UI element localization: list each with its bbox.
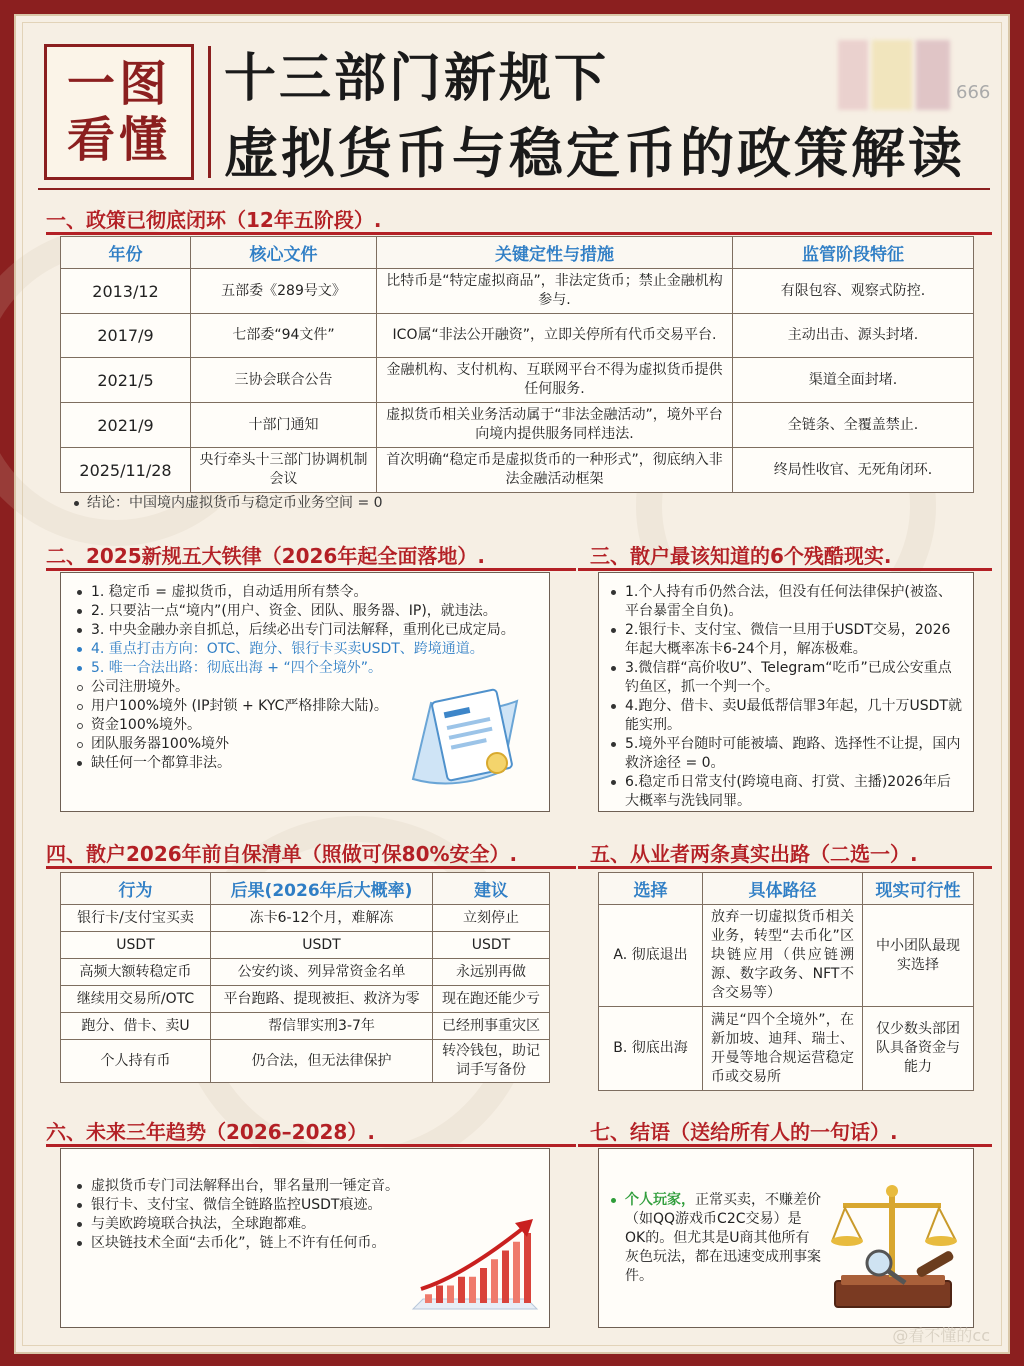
badge-line-2: 看懂 (66, 112, 171, 168)
col-feasibility: 现实可行性 (863, 873, 974, 905)
section-3-rule (578, 568, 992, 571)
policy-table (60, 236, 974, 493)
col-stage: 监管阶段特征 (733, 237, 974, 269)
policy-cell-stage: 终局性收官、无死角闭环. (733, 448, 974, 493)
trend-bar (491, 1259, 498, 1303)
checklist-row (61, 1013, 550, 1040)
col-year: 年份 (61, 237, 191, 269)
checklist-cell: 银行卡/支付宝买卖 (61, 905, 211, 932)
policy-cell-year: 2013/12 (61, 269, 191, 314)
path-cell: 放弃一切虚拟货币相关业务，转型“去币化”区块链应用（供应链溯源、数字政务、NFT不含交易等） (703, 905, 863, 1007)
policy-cell-measure: 首次明确“稳定币是虚拟货币的一种形式”，彻底纳入非法金融活动框架 (377, 448, 733, 493)
conclusion-note: 结论：中国境内虚拟货币与稳定币业务空间 = 0 (74, 492, 383, 512)
col-choice: 选择 (599, 873, 703, 905)
rule-item: 4. 重点打击方向：OTC、跑分、银行卡买卖USDT、跨境通道。 (75, 640, 541, 659)
rule-item: 用户100%境外 (IP封锁 + KYC严格排除大陆)。 (75, 697, 541, 716)
path-cell: 仅少数头部团队具备资金与能力 (863, 1007, 974, 1091)
reality-item: 2.银行卡、支付宝、微信一旦用于USDT交易，2026年起大概率冻卡6-24个月，解冻极难。 (609, 621, 963, 659)
col-document: 核心文件 (191, 237, 377, 269)
section-4-rule (46, 866, 576, 869)
badge-line-1: 一图 (66, 56, 171, 112)
col-consequence: 后果(2026年后大概率) (211, 873, 433, 905)
col-measures: 关键定性与措施 (377, 237, 733, 269)
paths-table-wrap (598, 872, 974, 1091)
path-row (599, 1007, 974, 1091)
path-cell: B. 彻底出海 (599, 1007, 703, 1091)
document-scroll-icon (405, 683, 535, 793)
checklist-cell: 个人持有币 (61, 1040, 211, 1083)
trend-item: 与美欧跨境联合执法，全球跑都难。 (75, 1215, 541, 1234)
policy-cell-doc: 五部委《289号文》 (191, 269, 377, 314)
closing-body: 正常买卖，不赚差价（如QQ游戏币C2C交易）是OK的。但尤其是U商其他所有灰色玩法，都在迅速变成刑事案件。 (625, 1192, 821, 1284)
policy-cell-measure: ICO属“非法公开融资”，立即关停所有代币交易平台. (377, 314, 733, 358)
section-4-heading: 四、散户2026年前自保清单（照做可保80%安全）. (46, 842, 518, 866)
policy-table-header (61, 237, 974, 269)
section-1-heading: 一、政策已彻底闭环（12年五阶段）. (46, 208, 382, 232)
reality-item: 6.稳定币日常支付(跨境电商、打赏、主播)2026年后大概率与洗钱同罪。 (609, 773, 963, 811)
reality-item: 1.个人持有币仍然合法，但没有任何法律保护(被盗、平台暴雷全自负)。 (609, 583, 963, 621)
col-action: 行为 (61, 873, 211, 905)
policy-cell-year: 2025/11/28 (61, 448, 191, 493)
rule-item: 2. 只要沾一点“境内”(用户、资金、团队、服务器、IP)，就违法。 (75, 602, 541, 621)
col-path: 具体路径 (703, 873, 863, 905)
reality-item: 4.跑分、借卡、卖U最低帮信罪3年起，几十万USDT就能实刑。 (609, 697, 963, 735)
checklist-cell: 仍合法，但无法律保护 (211, 1040, 433, 1083)
section-5-heading: 五、从业者两条真实出路（二选一）. (590, 842, 918, 866)
page-title-line-2: 虚拟货币与稳定币的政策解读 (224, 122, 965, 185)
path-row (599, 905, 974, 1007)
section-7-heading: 七、结语（送给所有人的一句话）. (590, 1120, 898, 1144)
checklist-row (61, 932, 550, 959)
closing-box (598, 1148, 974, 1328)
rules-box (60, 572, 550, 812)
policy-cell-year: 2021/5 (61, 358, 191, 403)
policy-cell-measure: 虚拟货币相关业务活动属于“非法金融活动”，境外平台向境内提供服务同样违法. (377, 403, 733, 448)
trend-bar (458, 1277, 465, 1303)
closing-highlight: 个人玩家， (625, 1192, 695, 1208)
policy-cell-doc: 十部门通知 (191, 403, 377, 448)
rule-item: 资金100%境外。 (75, 716, 541, 735)
policy-cell-doc: 央行牵头十三部门协调机制会议 (191, 448, 377, 493)
blurred-avatar (872, 40, 912, 110)
checklist-cell: 帮信罪实刑3-7年 (211, 1013, 433, 1040)
reality-item: 3.微信群“高价收U”、Telegram“吃币”已成公安重点钓鱼区，抓一个判一个。 (609, 659, 963, 697)
header (38, 40, 998, 198)
policy-cell-year: 2021/9 (61, 403, 191, 448)
policy-cell-doc: 七部委“94文件” (191, 314, 377, 358)
blurred-avatar (838, 40, 868, 110)
section-7-rule (578, 1144, 992, 1147)
trend-bar (502, 1251, 509, 1304)
checklist-cell: 继续用交易所/OTC (61, 986, 211, 1013)
trend-bar (436, 1286, 443, 1304)
policy-table-row (61, 358, 974, 403)
policy-table-wrap (60, 236, 974, 493)
trend-chart-icon (405, 1211, 545, 1321)
header-rule (38, 188, 990, 190)
checklist-cell: 转冷钱包，助记词手写备份 (433, 1040, 550, 1083)
realities-list (609, 583, 963, 811)
section-3-heading: 三、散户最该知道的6个残酷现实. (590, 544, 892, 568)
checklist-row (61, 905, 550, 932)
section-2-rule (46, 568, 576, 571)
trend-bar (469, 1277, 476, 1303)
checklist-cell: USDT (61, 932, 211, 959)
section-6-rule (46, 1144, 576, 1147)
corner-number: 666 (956, 82, 991, 103)
checklist-cell: 公安约谈、列异常资金名单 (211, 959, 433, 986)
trend-bar (524, 1233, 531, 1303)
rule-item: 团队服务器100%境外 (75, 735, 541, 754)
blurred-avatar (916, 40, 950, 110)
section-6-heading: 六、未来三年趋势（2026–2028）. (46, 1120, 375, 1144)
trend-item: 区块链技术全面“去币化”，链上不许有任何币。 (75, 1234, 541, 1253)
policy-table-row (61, 269, 974, 314)
path-cell: A. 彻底退出 (599, 905, 703, 1007)
section-1-rule (46, 232, 992, 235)
realities-box (598, 572, 974, 812)
checklist-cell: 现在跑还能少亏 (433, 986, 550, 1013)
closing-text (611, 1191, 821, 1286)
trend-item: 虚拟货币专门司法解释出台，罪名量刑一锤定音。 (75, 1177, 541, 1196)
section-5-rule (578, 866, 992, 869)
path-cell: 满足“四个全境外”，在新加坡、迪拜、瑞士、开曼等地合规运营稳定币或交易所 (703, 1007, 863, 1091)
section-2-heading: 二、2025新规五大铁律（2026年起全面落地）. (46, 544, 485, 568)
policy-table-row (61, 403, 974, 448)
policy-cell-stage: 全链条、全覆盖禁止. (733, 403, 974, 448)
checklist-row (61, 959, 550, 986)
checklist-cell: 立刻停止 (433, 905, 550, 932)
checklist-cell: 永远别再做 (433, 959, 550, 986)
trends-box (60, 1148, 550, 1328)
rule-item: 缺任何一个都算非法。 (75, 754, 541, 773)
checklist-cell: USDT (433, 932, 550, 959)
trend-bar (425, 1294, 432, 1303)
policy-cell-stage: 主动出击、源头封堵. (733, 314, 974, 358)
trend-bar (513, 1242, 520, 1303)
rule-item: 3. 中央金融办亲自抓总，后续必出专门司法解释，重刑化已成定局。 (75, 621, 541, 640)
rule-item: 公司注册境外。 (75, 678, 541, 697)
policy-cell-measure: 金融机构、支付机构、互联网平台不得为虚拟货币提供任何服务. (377, 358, 733, 403)
trend-item: 银行卡、支付宝、微信全链路监控USDT痕迹。 (75, 1196, 541, 1215)
checklist-cell: 平台跑路、提现被拒、救济为零 (211, 986, 433, 1013)
checklist-cell: 冻卡6-12个月，难解冻 (211, 905, 433, 932)
scales-of-justice-icon (823, 1177, 963, 1317)
rule-item: 1. 稳定币 = 虚拟货币，自动适用所有禁令。 (75, 583, 541, 602)
policy-cell-year: 2017/9 (61, 314, 191, 358)
trend-bar (480, 1268, 487, 1303)
policy-table-row (61, 448, 974, 493)
checklist-cell: 高频大额转稳定币 (61, 959, 211, 986)
path-cell: 中小团队最现实选择 (863, 905, 974, 1007)
policy-cell-measure: 比特币是“特定虚拟商品”，非法定货币；禁止金融机构参与. (377, 269, 733, 314)
poster (14, 14, 1010, 1354)
col-advice: 建议 (433, 873, 550, 905)
trend-bar (447, 1286, 454, 1304)
paths-table (598, 872, 974, 1091)
checklist-table-wrap (60, 872, 550, 1083)
title-badge (44, 44, 194, 180)
checklist-cell: USDT (211, 932, 433, 959)
footer-watermark: @看不懂的cc (892, 1326, 990, 1345)
checklist-row (61, 1040, 550, 1083)
policy-cell-doc: 三协会联合公告 (191, 358, 377, 403)
checklist-row (61, 986, 550, 1013)
checklist-table (60, 872, 550, 1083)
policy-cell-stage: 有限包容、观察式防控. (733, 269, 974, 314)
reality-item: 5.境外平台随时可能被墙、跑路、选择性不让提，国内救济途径 = 0。 (609, 735, 963, 773)
checklist-cell: 跑分、借卡、卖U (61, 1013, 211, 1040)
rule-item: 5. 唯一合法出路：彻底出海 + “四个全境外”。 (75, 659, 541, 678)
policy-table-row (61, 314, 974, 358)
policy-cell-stage: 渠道全面封堵. (733, 358, 974, 403)
page-title-line-1: 十三部门新规下 (224, 49, 610, 109)
header-divider (208, 46, 211, 178)
checklist-cell: 已经刑事重灾区 (433, 1013, 550, 1040)
